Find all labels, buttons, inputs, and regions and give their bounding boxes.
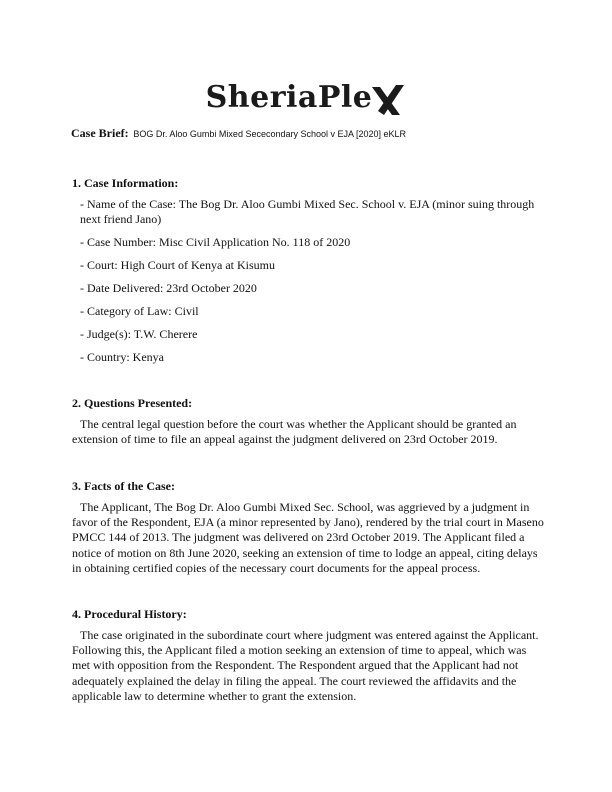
country-item: - Country: Kenya	[80, 350, 164, 364]
section-heading-procedural-history: 4. Procedural History:	[72, 607, 187, 621]
case-brief-label: Case Brief:	[71, 126, 129, 140]
category-of-law-item: - Category of Law: Civil	[80, 304, 199, 318]
logo-text: SheriaPle	[205, 80, 373, 115]
case-brief-line	[71, 126, 406, 141]
date-delivered-item: - Date Delivered: 23rd October 2020	[80, 281, 257, 295]
sheriaplex-logo	[0, 76, 612, 120]
case-brief-title: BOG Dr. Aloo Gumbi Mixed Sececondary School v EJA [2020] eKLR	[133, 129, 407, 139]
section-heading-facts: 3. Facts of the Case:	[72, 479, 175, 493]
logo-wordmark	[206, 76, 407, 120]
x-mark-logo-icon	[370, 83, 406, 119]
case-number-item: - Case Number: Misc Civil Application No. 118 of 2020	[80, 235, 351, 249]
judges-item: - Judge(s): T.W. Cherere	[80, 327, 198, 341]
court-item: - Court: High Court of Kenya at Kisumu	[80, 258, 275, 272]
section-heading-questions-presented: 2. Questions Presented:	[72, 396, 193, 410]
procedural-history-body: The case originated in the subordinate court where judgment was entered against the Applicant. Following this, the Applicant filed a motion seeking an extension of time to appeal, which was met with opposition from the Respondent. The Respondent argued that the Applicant had not adequately explained the delay in filing the appeal. The court reviewed the affidavits and the applicable law to determine whether to grant the extension.	[72, 628, 539, 703]
questions-presented-body: The central legal question before the court was whether the Applicant should be granted an extension of time to file an appeal against the judgment delivered on 23rd October 2019.	[72, 417, 517, 447]
facts-body: The Applicant, The Bog Dr. Aloo Gumbi Mixed Sec. School, was aggrieved by a judgment in favor of the Respondent, EJA (a minor represented by Jano), rendered by the trial court in Maseno PMCC 144 of 2013. The judgment was delivered on 23rd October 2019. The Applicant filed a notice of motion on 8th June 2020, seeking an extension of time to lodge an appeal, citing delays in obtaining certified copies of the necessary court documents for the appeal process.	[72, 500, 544, 575]
case-name-item: - Name of the Case: The Bog Dr. Aloo Gumbi Mixed Sec. School v. EJA (minor suing through next friend Jano)	[80, 197, 535, 227]
section-heading-case-information: 1. Case Information:	[72, 176, 179, 190]
